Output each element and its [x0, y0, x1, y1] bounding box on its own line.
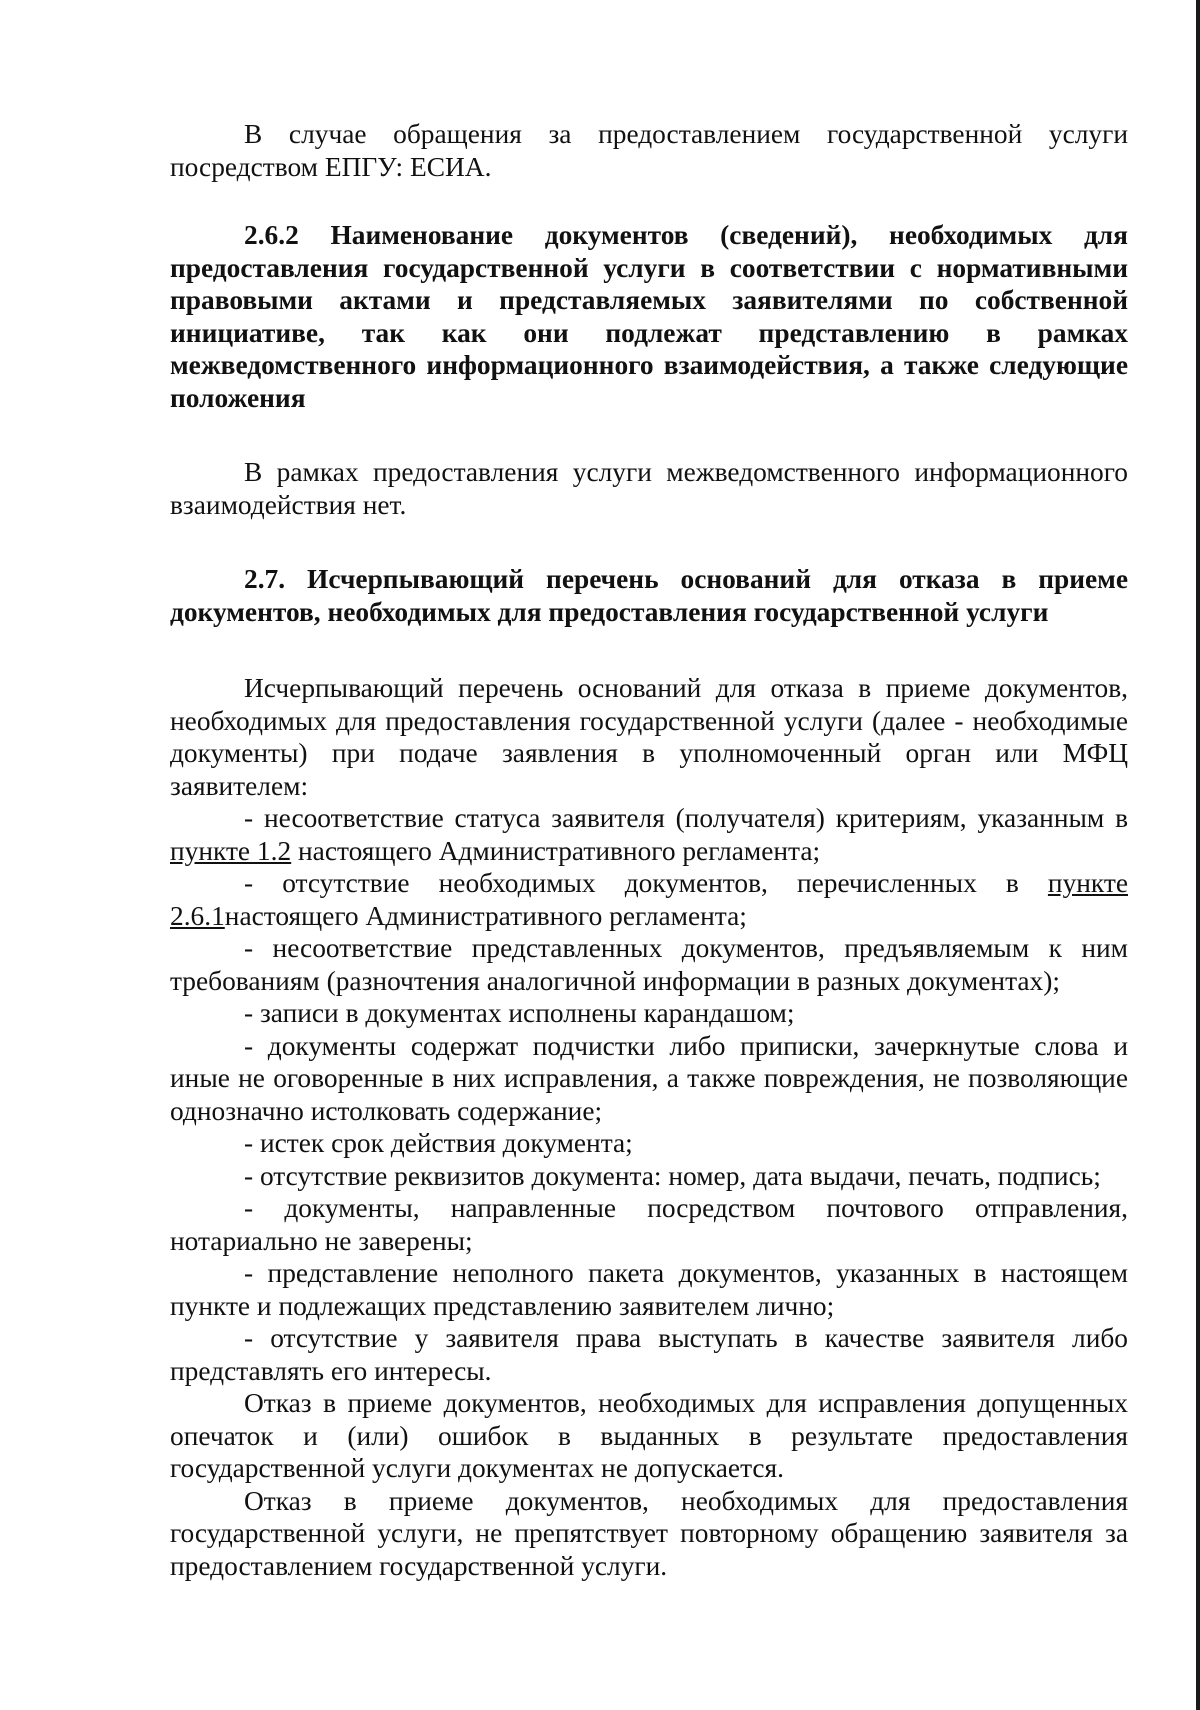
list-item-6: - истек срок действия документа; [244, 1128, 633, 1158]
paragraph-closing-1: Отказ в приеме документов, необходимых для исправления допущенных опечаток и (или) ошибок в выданных в результате предоставления государственной услуги документах не допускается. [170, 1388, 1128, 1483]
list-item-5: - документы содержат подчистки либо приписки, зачеркнутые слова и иные не оговоренные в них исправления, а также повреждения, не позволяющие однозначно истолковать содержание; [170, 1030, 1128, 1126]
paragraph-interagency: В рамках предоставления услуги межведомственного информационного взаимодействия нет. [170, 457, 1128, 520]
list-item-9: - представление неполного пакета документов, указанных в настоящем пункте и подлежащих представлению заявителем лично; [170, 1258, 1128, 1321]
list-item-4: - записи в документах исполнены карандашом; [244, 998, 795, 1028]
list-item-1-text-start: - несоответствие статуса заявителя (получателя) критериям, указанным в [244, 803, 1128, 833]
paragraph-refusal-intro: Исчерпывающий перечень оснований для отказа в приеме документов, необходимых для предоставления государственной услуги (далее - необходимые документы) при подаче заявления в уполномоченный орган или МФЦ заявителем: [170, 673, 1128, 801]
paragraph-closing-2: Отказ в приеме документов, необходимых для предоставления государственной услуги, не препятствует повторному обращению заявителя за предоставлением государственной услуги. [170, 1485, 1128, 1581]
list-item-10: - отсутствие у заявителя права выступать в качестве заявителя либо представлять его интересы. [170, 1323, 1128, 1386]
list-item-7: - отсутствие реквизитов документа: номер, дата выдачи, печать, подпись; [244, 1160, 1101, 1191]
list-item-2-text-end: настоящего Административного регламента; [224, 900, 747, 931]
spacer [170, 183, 1128, 219]
list-item-3: - несоответствие представленных документов, предъявляемым к ним требованиям (разночтения аналогичной информации в разных документах); [170, 933, 1128, 996]
list-item-2-text-start: - отсутствие необходимых документов, перечисленных в [244, 868, 1048, 898]
list-item-8: - документы, направленные посредством почтового отправления, нотариально не заверены; [170, 1193, 1128, 1256]
document-page [170, 118, 1128, 1582]
link-clause-2-6-1[interactable]: пункте 2.6.1 [170, 868, 1128, 931]
spacer [170, 628, 1128, 672]
list-item-1 [170, 802, 1128, 867]
spacer [170, 521, 1128, 563]
section-heading-2-6-2: 2.6.2 Наименование документов (сведений), необходимых для предоставления государственной услуги в соответствии с нормативными правовыми актами и представляемых заявителями по собственной инициативе, так как они подлежат представлению в рамках межведомственного информационного взаимодействия, а также следующие положения [170, 220, 1128, 413]
section-heading-2-7: 2.7. Исчерпывающий перечень оснований для отказа в приеме документов, необходимых для предоставления государственной услуги [170, 564, 1128, 627]
page-edge-border [1196, 0, 1200, 1710]
list-item-2 [170, 867, 1128, 932]
paragraph-esia: В случае обращения за предоставлением государственной услуги посредством ЕПГУ: ЕСИА. [170, 119, 1128, 182]
spacer [170, 414, 1128, 456]
link-clause-1-2[interactable]: пункте 1.2 [170, 835, 292, 866]
list-item-1-text-end: настоящего Административного регламента; [291, 835, 821, 866]
